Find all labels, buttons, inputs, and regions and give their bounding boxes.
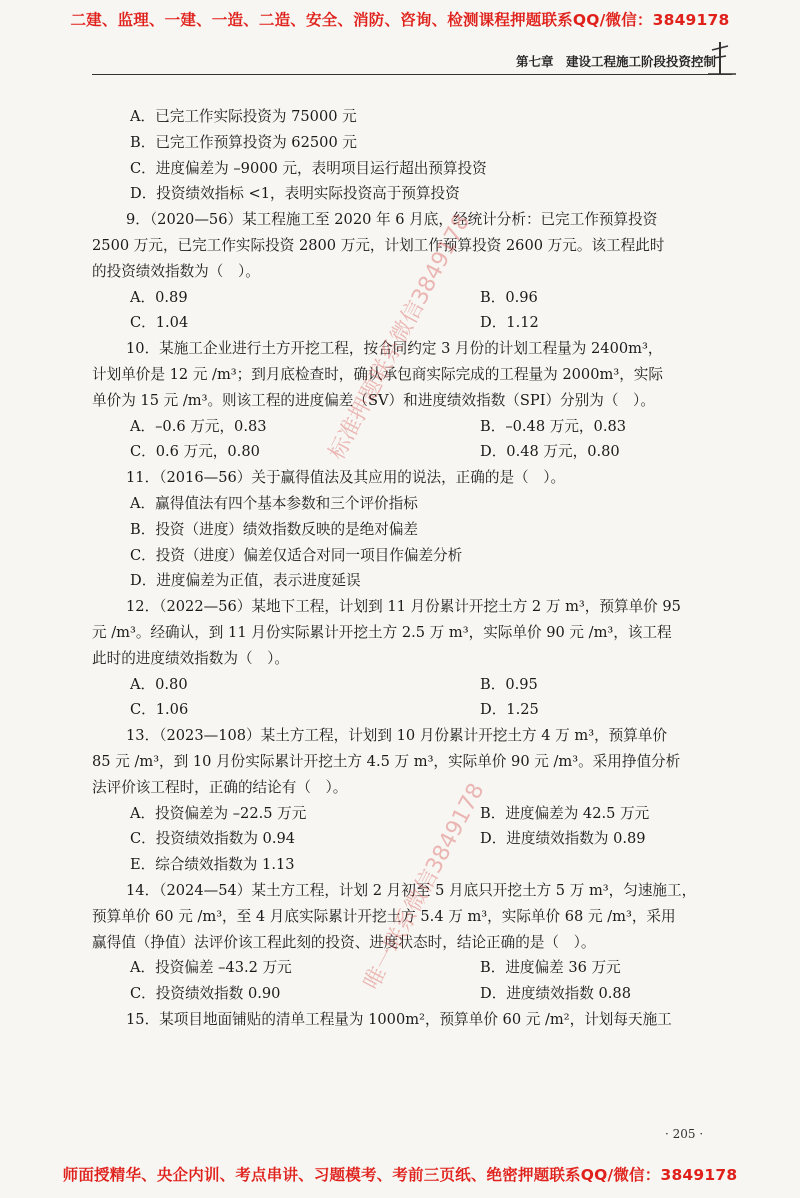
watermark-1: 标准押题联系微信3849178	[324, 210, 476, 465]
question-content	[92, 104, 706, 1033]
question-continuation: 2500 万元，已完工作实际投资 2800 万元，计划工作预算投资 2600 万元。该工程此时	[92, 236, 665, 254]
question-continuation: 的投资绩效指数为（ ）。	[92, 262, 260, 280]
option-pair	[92, 697, 706, 723]
option-line: B．投资（进度）绩效指数反映的是绝对偏差	[130, 520, 419, 538]
option-right: B．进度偏差为 42.5 万元	[480, 804, 650, 822]
option-left: C．0.6 万元，0.80	[130, 443, 260, 461]
option-left: A．投资偏差 –43.2 万元	[130, 959, 292, 977]
option-left: A．0.89	[130, 288, 188, 306]
option-right: B．进度偏差 36 万元	[480, 959, 621, 977]
question-line: 11．（2016—56）关于赢得值法及其应用的说法，正确的是（ ）。	[126, 469, 566, 487]
option-pair	[92, 439, 706, 465]
question-continuation: 85 元 /m³，到 10 月份实际累计开挖土方 4.5 万 m³，实际单价 90 元 /m³。采用挣值分析	[92, 752, 681, 770]
question-line: 9．（2020—56）某工程施工至 2020 年 6 月底，经统计分析：已完工作预算投资	[126, 211, 658, 229]
option-pair	[92, 826, 706, 852]
watermark-2: 唯一联系微信3849178	[359, 779, 490, 995]
option-line: D．投资绩效指标 <1，表明实际投资高于预算投资	[130, 185, 460, 203]
question-line: 14．（2024—54）某土方工程，计划 2 月初至 5 月底只开挖土方 5 万 m³，匀速施工，	[126, 881, 697, 899]
option-right: B．0.95	[480, 675, 538, 693]
top-banner: 二建、监理、一建、一造、二造、安全、消防、咨询、检测课程押题联系QQ/微信：3849178	[70, 11, 730, 29]
question-line: 15．某项目地面铺贴的清单工程量为 1000m²，预算单价 60 元 /m²，计划每天施工	[126, 1010, 672, 1028]
option-left: C．1.04	[130, 314, 189, 332]
option-line: C．进度偏差为 –9000 元，表明项目运行超出预算投资	[130, 159, 487, 177]
question-line: 13．（2023—108）某土方工程，计划到 10 月份累计开挖土方 4 万 m³，预算单价	[126, 727, 668, 745]
option-right: D．进度绩效指数为 0.89	[480, 830, 646, 848]
option-line: A．已完工作实际投资为 75000 元	[130, 108, 357, 125]
question-line: 10．某施工企业进行土方开挖工程，按合同约定 3 月份的计划工程量为 2400m³，	[126, 340, 663, 358]
option-left: C．投资绩效指数 0.90	[130, 985, 281, 1003]
option-left: A．–0.6 万元，0.83	[130, 417, 267, 435]
option-left: C．投资绩效指数为 0.94	[130, 830, 296, 848]
option-line: B．已完工作预算投资为 62500 元	[130, 133, 357, 151]
header-rule	[92, 74, 732, 75]
option-right: B．0.96	[480, 288, 538, 306]
option-right: B．–0.48 万元，0.83	[480, 417, 627, 435]
option-left: A．投资偏差为 –22.5 万元	[130, 804, 307, 822]
question-continuation: 法评价该工程时，正确的结论有（ ）。	[92, 778, 348, 796]
option-line: A．赢得值法有四个基本参数和三个评价指标	[130, 494, 418, 512]
question-continuation: 预算单价 60 元 /m³，至 4 月底实际累计开挖土方 5.4 万 m³，实际单价 68 元 /m³，采用	[92, 907, 676, 925]
option-left: C．1.06	[130, 701, 189, 719]
question-continuation: 此时的进度绩效指数为（ ）。	[92, 649, 290, 667]
option-pair	[92, 801, 706, 827]
option-right: D．1.25	[480, 701, 539, 719]
question-line: 12．（2022—56）某地下工程，计划到 11 月份累计开挖土方 2 万 m³，预算单价 95	[126, 598, 681, 616]
bottom-banner: 师面授精华、央企内训、考点串讲、习题模考、考前三页纸、绝密押题联系QQ/微信：3849178	[62, 1166, 738, 1184]
option-left: A．0.80	[130, 675, 188, 693]
option-line: C．投资（进度）偏差仅适合对同一项目作偏差分析	[130, 546, 463, 564]
option-line: E．综合绩效指数为 1.13	[130, 856, 295, 874]
option-pair	[92, 981, 706, 1007]
option-pair	[92, 672, 706, 698]
chapter-title: 第七章 建设工程施工阶段投资控制	[515, 54, 716, 69]
tree-icon	[700, 36, 740, 76]
option-right: D．1.12	[480, 314, 539, 332]
option-pair	[92, 414, 706, 440]
option-right: D．0.48 万元，0.80	[480, 443, 620, 461]
option-right: D．进度绩效指数 0.88	[480, 985, 631, 1003]
question-continuation: 元 /m³。经确认，到 11 月份实际累计开挖土方 2.5 万 m³，实际单价 90 元 /m³，该工程	[92, 623, 672, 641]
question-continuation: 单价为 15 元 /m³。则该工程的进度偏差（SV）和进度绩效指数（SPI）分别为（ ）。	[92, 391, 655, 409]
option-line: D．进度偏差为正值，表示进度延误	[130, 572, 361, 590]
question-continuation: 赢得值（挣值）法评价该工程此刻的投资、进度状态时，结论正确的是（ ）。	[92, 933, 596, 951]
page-number: · 205 ·	[665, 1127, 704, 1141]
question-continuation: 计划单价是 12 元 /m³；到月底检查时，确认承包商实际完成的工程量为 2000m³，实际	[92, 365, 663, 383]
